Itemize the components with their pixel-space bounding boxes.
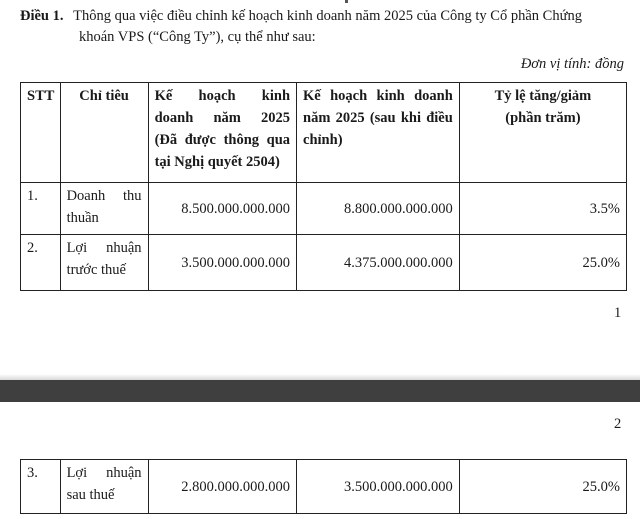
row-3-ke-hoach-moi: 3.500.000.000.000 [297, 460, 460, 514]
header-chi-tieu: Chỉ tiêu [60, 83, 148, 183]
header-ke-hoach-cu [148, 83, 296, 183]
header-ty-le [459, 83, 626, 183]
table-row [21, 183, 627, 235]
header-ke-hoach-cu-line-1: Kế hoạch kinh [154, 88, 291, 104]
article-line-2: khoán VPS (“Công Ty”), cụ thể như sau: [79, 29, 316, 45]
header-ke-hoach-moi-line-3: chỉnh) [303, 132, 343, 148]
header-ke-hoach-cu-line-3: (Đã được thông qua [154, 132, 291, 148]
row-1-ke-hoach-cu: 8.500.000.000.000 [148, 183, 296, 235]
article-line-1 [20, 8, 582, 25]
row-2-chi-tieu-line-1: Lợi nhuận [66, 240, 142, 256]
plan-table-continued [20, 459, 627, 514]
row-3-ty-le: 25.0% [459, 460, 626, 514]
row-2-ty-le: 25.0% [459, 235, 626, 291]
row-1-chi-tieu-line-1: Doanh thu [66, 188, 142, 204]
header-ty-le-line-2: (phần trăm) [505, 110, 581, 126]
row-3-chi-tieu-line-1: Lợi nhuận [66, 465, 142, 481]
header-ke-hoach-cu-line-4: tại Nghị quyết 2504) [154, 154, 280, 170]
page-break-bar [0, 380, 640, 402]
row-3-ke-hoach-cu: 2.800.000.000.000 [148, 460, 296, 514]
row-2-chi-tieu [60, 235, 148, 291]
table-row [21, 235, 627, 291]
row-2-ke-hoach-moi: 4.375.000.000.000 [297, 235, 460, 291]
header-ke-hoach-moi [297, 83, 460, 183]
row-3-chi-tieu-line-2: sau thuế [66, 487, 115, 503]
scan-speck [345, 0, 348, 3]
header-stt: STT [21, 83, 61, 183]
article-text-1: Thông qua việc điều chỉnh kế hoạch kinh doanh năm 2025 của Công ty Cổ phần Chứng [73, 8, 582, 24]
header-ke-hoach-moi-line-2: năm 2025 (sau khi điều [303, 110, 453, 126]
row-1-chi-tieu-line-2: thuần [66, 210, 99, 226]
row-2-chi-tieu-line-2: trước thuế [66, 262, 126, 278]
row-3-chi-tieu [60, 460, 148, 514]
article-label: Điều 1. [20, 8, 64, 24]
row-1-ty-le: 3.5% [459, 183, 626, 235]
table-header-row [21, 83, 627, 183]
row-2-stt: 2. [21, 235, 61, 291]
row-1-ke-hoach-moi: 8.800.000.000.000 [297, 183, 460, 235]
header-ke-hoach-moi-line-1: Kế hoạch kinh doanh [303, 88, 453, 104]
page-number-2: 2 [614, 416, 622, 432]
unit-note: Đơn vị tính: đồng [520, 56, 624, 72]
row-2-ke-hoach-cu: 3.500.000.000.000 [148, 235, 296, 291]
page-number-1: 1 [614, 305, 622, 321]
header-ke-hoach-cu-line-2: doanh năm 2025 [154, 110, 291, 126]
row-1-stt: 1. [21, 183, 61, 235]
row-3-stt: 3. [21, 460, 61, 514]
table-row [21, 460, 627, 514]
row-1-chi-tieu [60, 183, 148, 235]
header-ty-le-line-1: Tỷ lệ tăng/giảm [494, 88, 592, 104]
plan-table [20, 82, 627, 291]
